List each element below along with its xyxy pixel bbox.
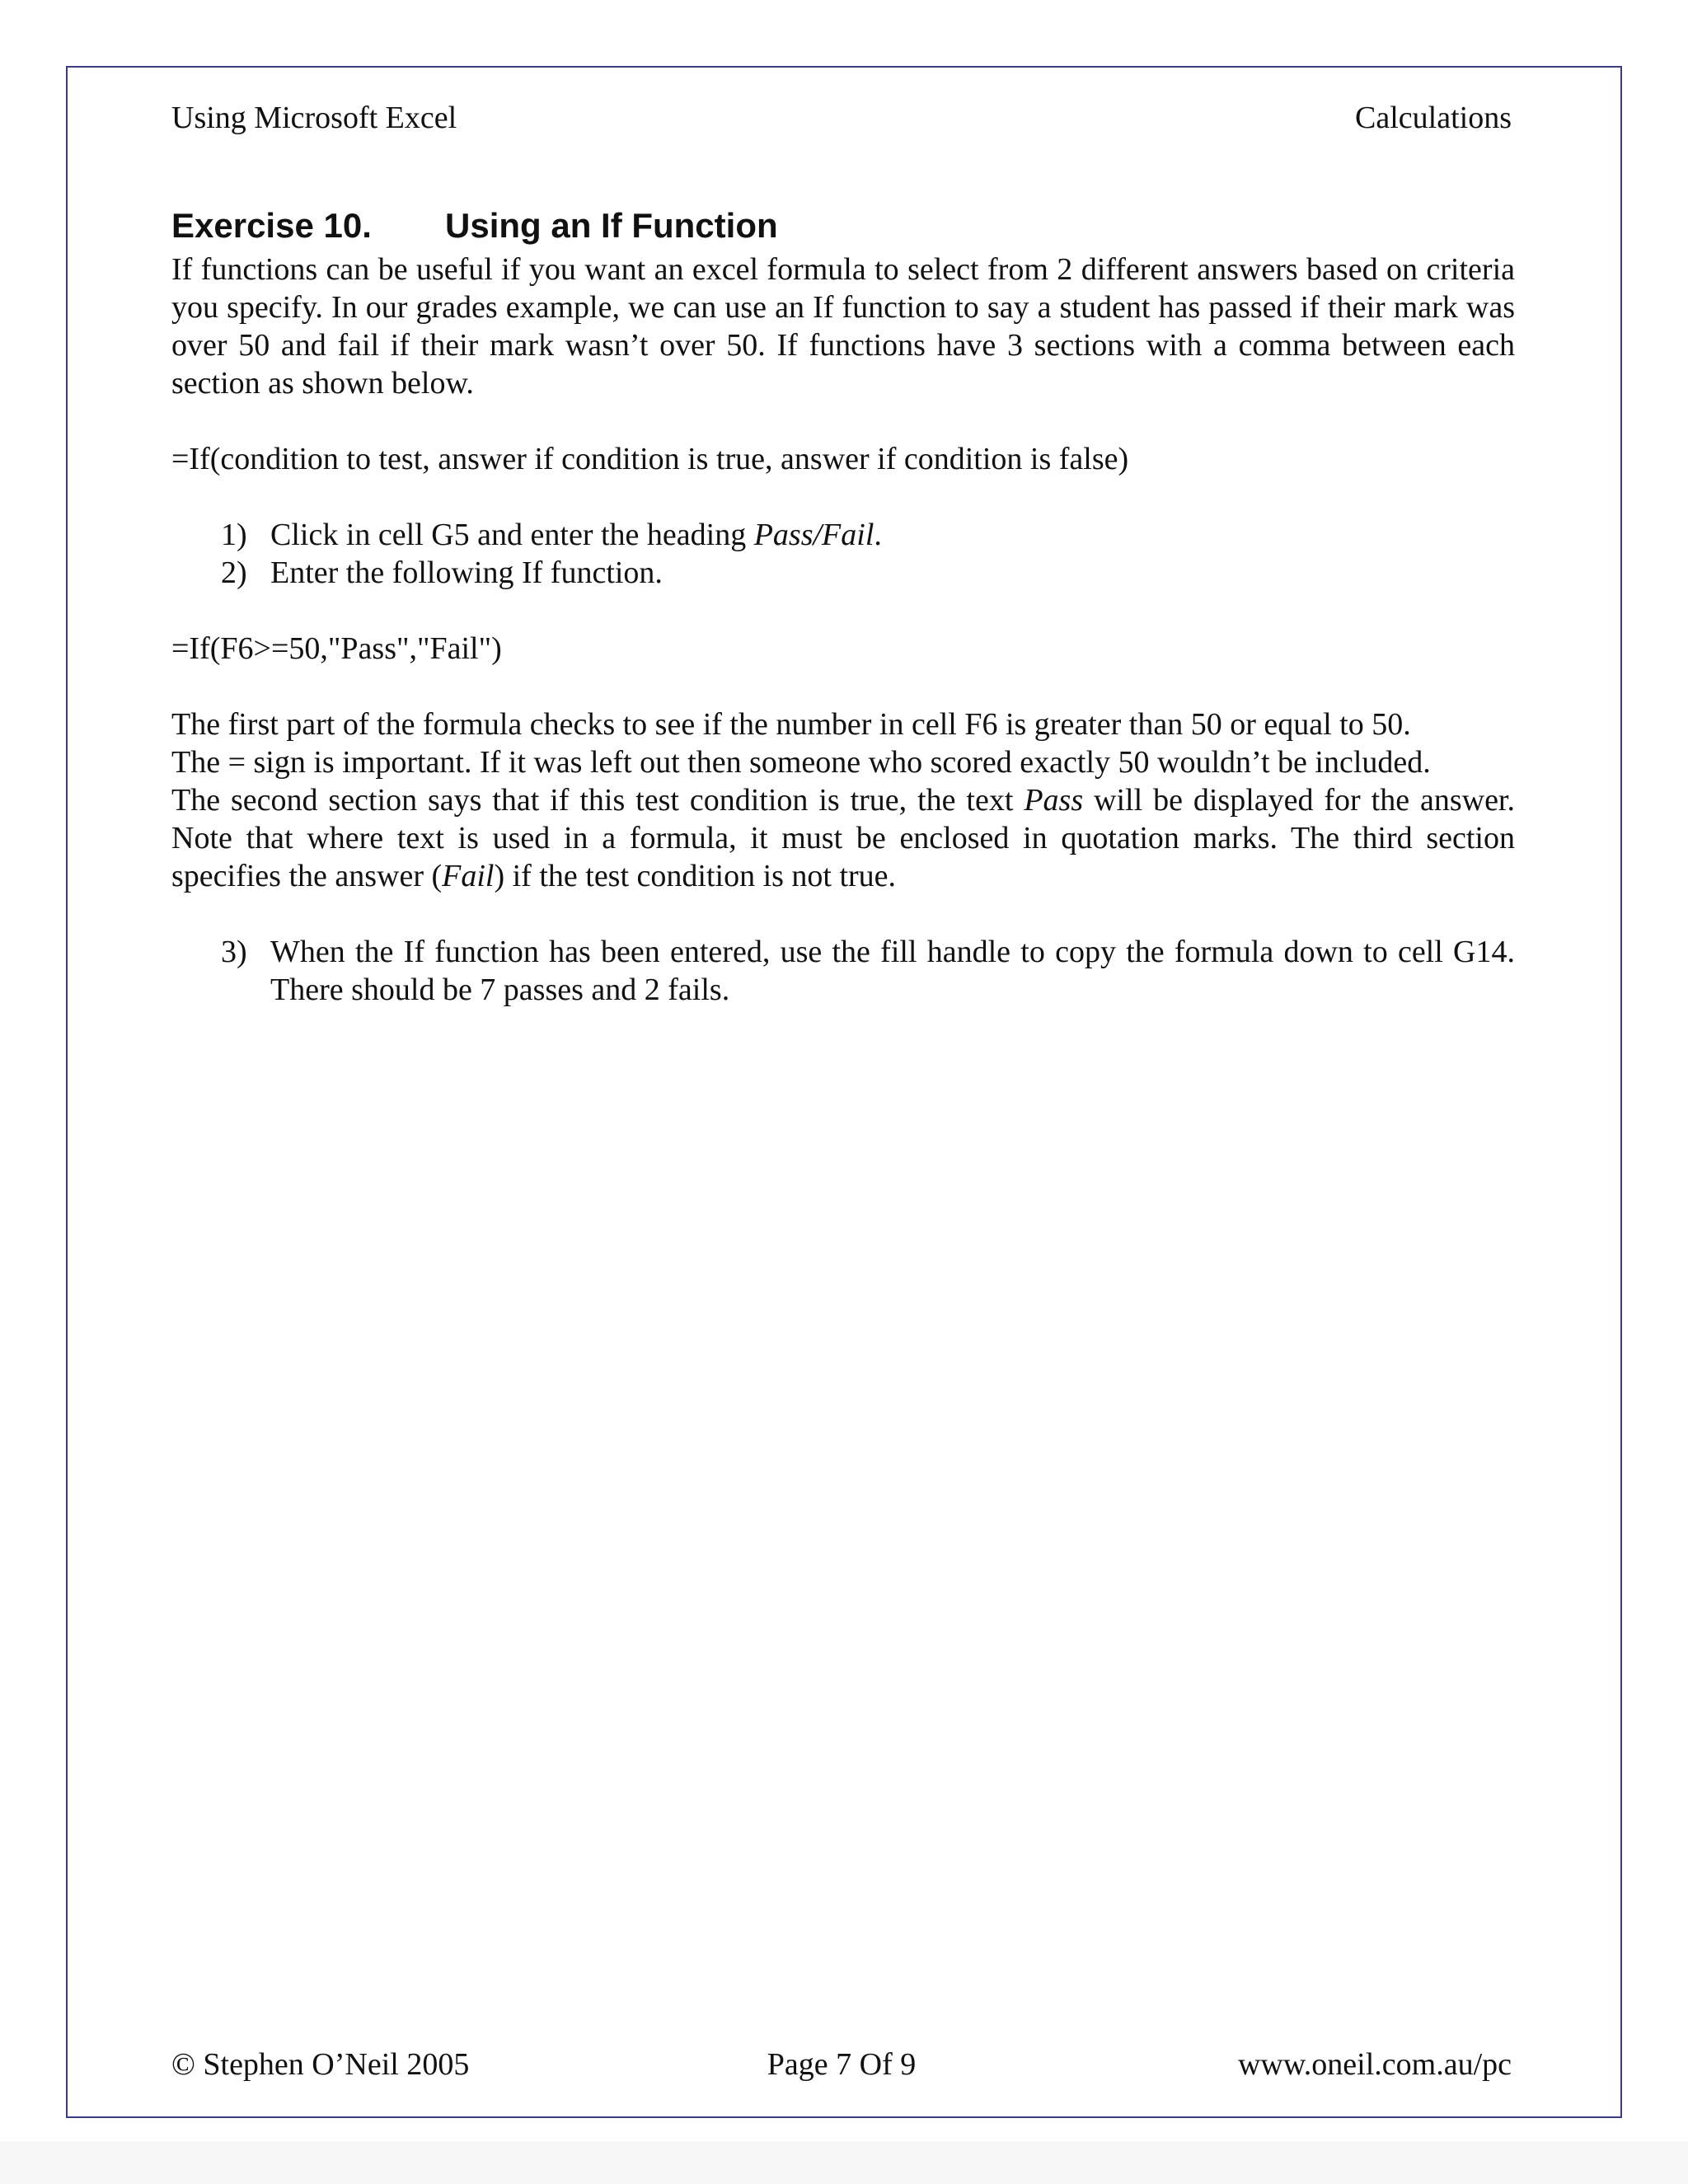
page-header xyxy=(171,97,1512,138)
intro-paragraph: If functions can be useful if you want an excel formula to select from 2 different answers based on criteria you specify. In our grades example, we can use an If function to say a student has passed if their mark was over 50 and fail if their mark wasn’t over 50. If functions have 3 sections with a comma between each section as shown below. xyxy=(171,252,1515,401)
step-text xyxy=(270,516,1515,554)
explanation-text: ) if the test condition is not true. xyxy=(494,859,897,893)
step-number: 3) xyxy=(221,935,247,969)
step-number: 1) xyxy=(221,518,247,552)
explanation-line-2: The = sign is important. If it was left out then someone who scored exactly 50 wouldn’t be included. xyxy=(171,745,1431,780)
step-text-emphasis: Pass/Fail xyxy=(753,518,874,552)
step-item xyxy=(171,554,1515,592)
exercise-number: Exercise 10. xyxy=(171,206,372,245)
step-text-part: Enter the following If function. xyxy=(270,555,663,590)
bottom-band xyxy=(0,2141,1688,2184)
header-right: Calculations xyxy=(1355,101,1512,135)
spacer xyxy=(171,592,1515,630)
explanation-text: The second section says that if this test condition is true, the text xyxy=(171,783,1025,818)
header-left: Using Microsoft Excel xyxy=(171,101,457,135)
spacer xyxy=(171,668,1515,705)
page-content xyxy=(171,201,1515,1009)
step-text xyxy=(270,554,1515,592)
step-number: 2) xyxy=(221,555,247,590)
spacer xyxy=(171,478,1515,516)
step-text: When the If function has been entered, use the fill handle to copy the formula down to cell G14. There should be 7 passes and 2 fails. xyxy=(270,935,1515,1007)
explanation-emphasis: Pass xyxy=(1024,783,1084,818)
syntax-line: =If(condition to test, answer if condition is true, answer if condition is false) xyxy=(171,442,1129,476)
exercise-title: Using an If Function xyxy=(445,206,778,245)
step-text-part: Click in cell G5 and enter the heading xyxy=(270,518,754,552)
step-item xyxy=(171,516,1515,554)
page-footer xyxy=(171,2044,1512,2085)
footer-url: www.oneil.com.au/pc xyxy=(1237,2047,1512,2082)
spacer xyxy=(171,402,1515,440)
explanation-emphasis: Fail xyxy=(442,859,495,893)
explanation-paragraph xyxy=(171,781,1515,895)
explanation-line-1: The first part of the formula checks to see if the number in cell F6 is greater than 50 or equal to 50. xyxy=(171,707,1411,742)
step-item xyxy=(171,933,1515,1009)
formula-line: =If(F6>=50,"Pass","Fail") xyxy=(171,631,502,666)
spacer xyxy=(171,895,1515,933)
exercise-heading xyxy=(171,201,1515,251)
explanation-text: will be displayed for the answer. Note that where text is used in a formula, it must be enclosed in quotation marks. The third section specifies the answer ( xyxy=(171,783,1515,893)
footer-page-number: Page 7 Of 9 xyxy=(767,2047,917,2082)
step-text-part: . xyxy=(874,518,882,552)
footer-copyright: © Stephen O’Neil 2005 xyxy=(171,2047,470,2082)
